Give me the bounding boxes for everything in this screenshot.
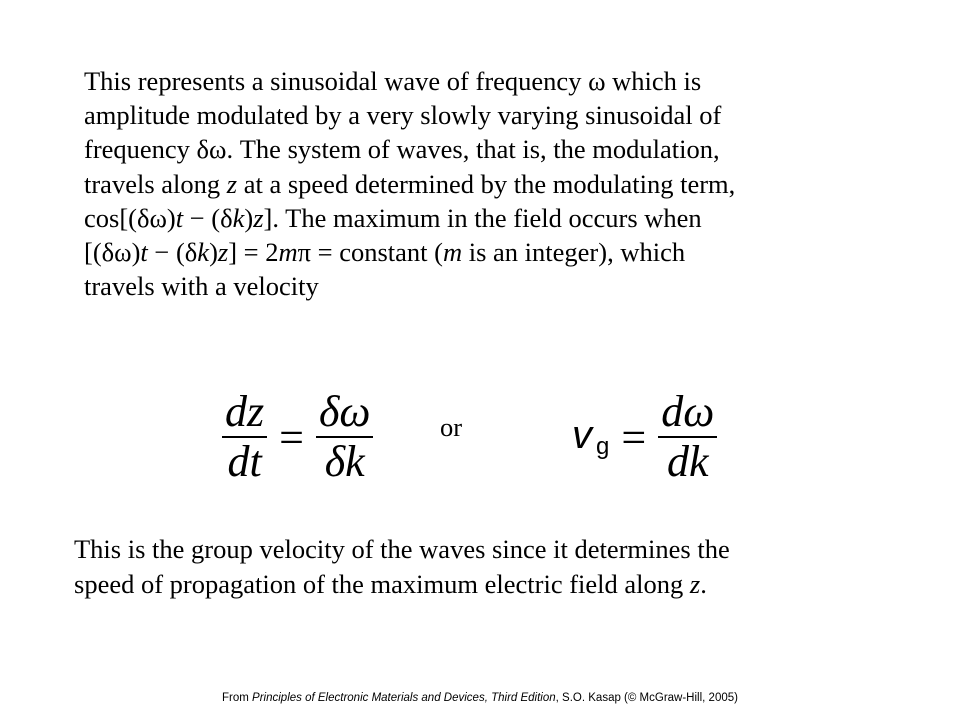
denominator: δk — [324, 437, 365, 486]
numerator: δω — [318, 387, 371, 436]
equation-dz-dt — [222, 388, 373, 486]
variable-k: k — [197, 237, 210, 268]
citation-author: , S.O. Kasap (© McGraw-Hill, 2005) — [555, 692, 738, 704]
variable-t: t — [175, 202, 184, 233]
text-run: [(δω) — [84, 237, 141, 268]
text-run: cos[(δω) — [84, 202, 176, 233]
source-citation — [0, 692, 960, 704]
numerator: dω — [661, 387, 715, 436]
v-symbol: v — [572, 413, 592, 457]
variable-z: z — [689, 569, 701, 599]
numerator: dz — [225, 387, 265, 436]
equation-group-velocity — [572, 388, 717, 486]
text-run: ]. The maximum in the field occurs when — [263, 202, 702, 233]
text-line: This represents a sinusoidal wave of frequency ω which is — [84, 66, 702, 96]
variable-m: m — [442, 237, 463, 268]
conclusion-paragraph — [74, 532, 894, 602]
intro-paragraph — [84, 64, 884, 303]
text-line — [84, 167, 884, 201]
text-run: π = constant ( — [297, 237, 443, 268]
text-run: travels along — [84, 168, 227, 199]
equals-sign: = — [279, 412, 304, 462]
fraction-delta-omega-delta-k — [316, 388, 374, 486]
variable-z: z — [217, 237, 229, 268]
text-run: − (δ — [183, 202, 233, 233]
text-line — [74, 567, 894, 602]
equals-sign: = — [621, 412, 647, 462]
variable-z: z — [253, 202, 264, 233]
text-run: ] = 2 — [228, 237, 279, 268]
denominator: dk — [666, 437, 709, 486]
group-velocity-symbol — [572, 413, 609, 461]
variable-m: m — [278, 237, 298, 268]
text-run: ) — [209, 237, 218, 268]
text-run: . — [700, 569, 707, 599]
or-label: or — [440, 412, 463, 442]
text-line: frequency δω. The system of waves, that is, the modulation, — [84, 134, 720, 165]
text-line — [84, 201, 884, 235]
text-line: This is the group velocity of the waves since it determines the — [74, 534, 730, 564]
fraction-dz-dt — [222, 388, 267, 486]
text-line — [84, 235, 884, 269]
variable-k: k — [232, 202, 245, 233]
g-subscript: g — [596, 433, 610, 460]
variable-z: z — [226, 168, 238, 199]
text-run: ) — [244, 202, 254, 233]
text-run: − (δ — [147, 237, 198, 268]
denominator: dt — [227, 437, 262, 486]
text-run: speed of propagation of the maximum electric field along — [74, 569, 690, 599]
text-line: travels with a velocity — [84, 271, 319, 302]
citation-prefix: From — [222, 692, 253, 704]
text-run: at a speed determined by the modulating term, — [237, 168, 736, 199]
text-line: amplitude modulated by a very slowly varying sinusoidal of — [84, 100, 722, 131]
book-title: Principles of Electronic Materials and Devices, Third Edition — [252, 692, 556, 704]
fraction-d-omega-dk — [658, 388, 717, 486]
variable-t: t — [140, 237, 148, 268]
text-run: is an integer), which — [462, 237, 686, 268]
